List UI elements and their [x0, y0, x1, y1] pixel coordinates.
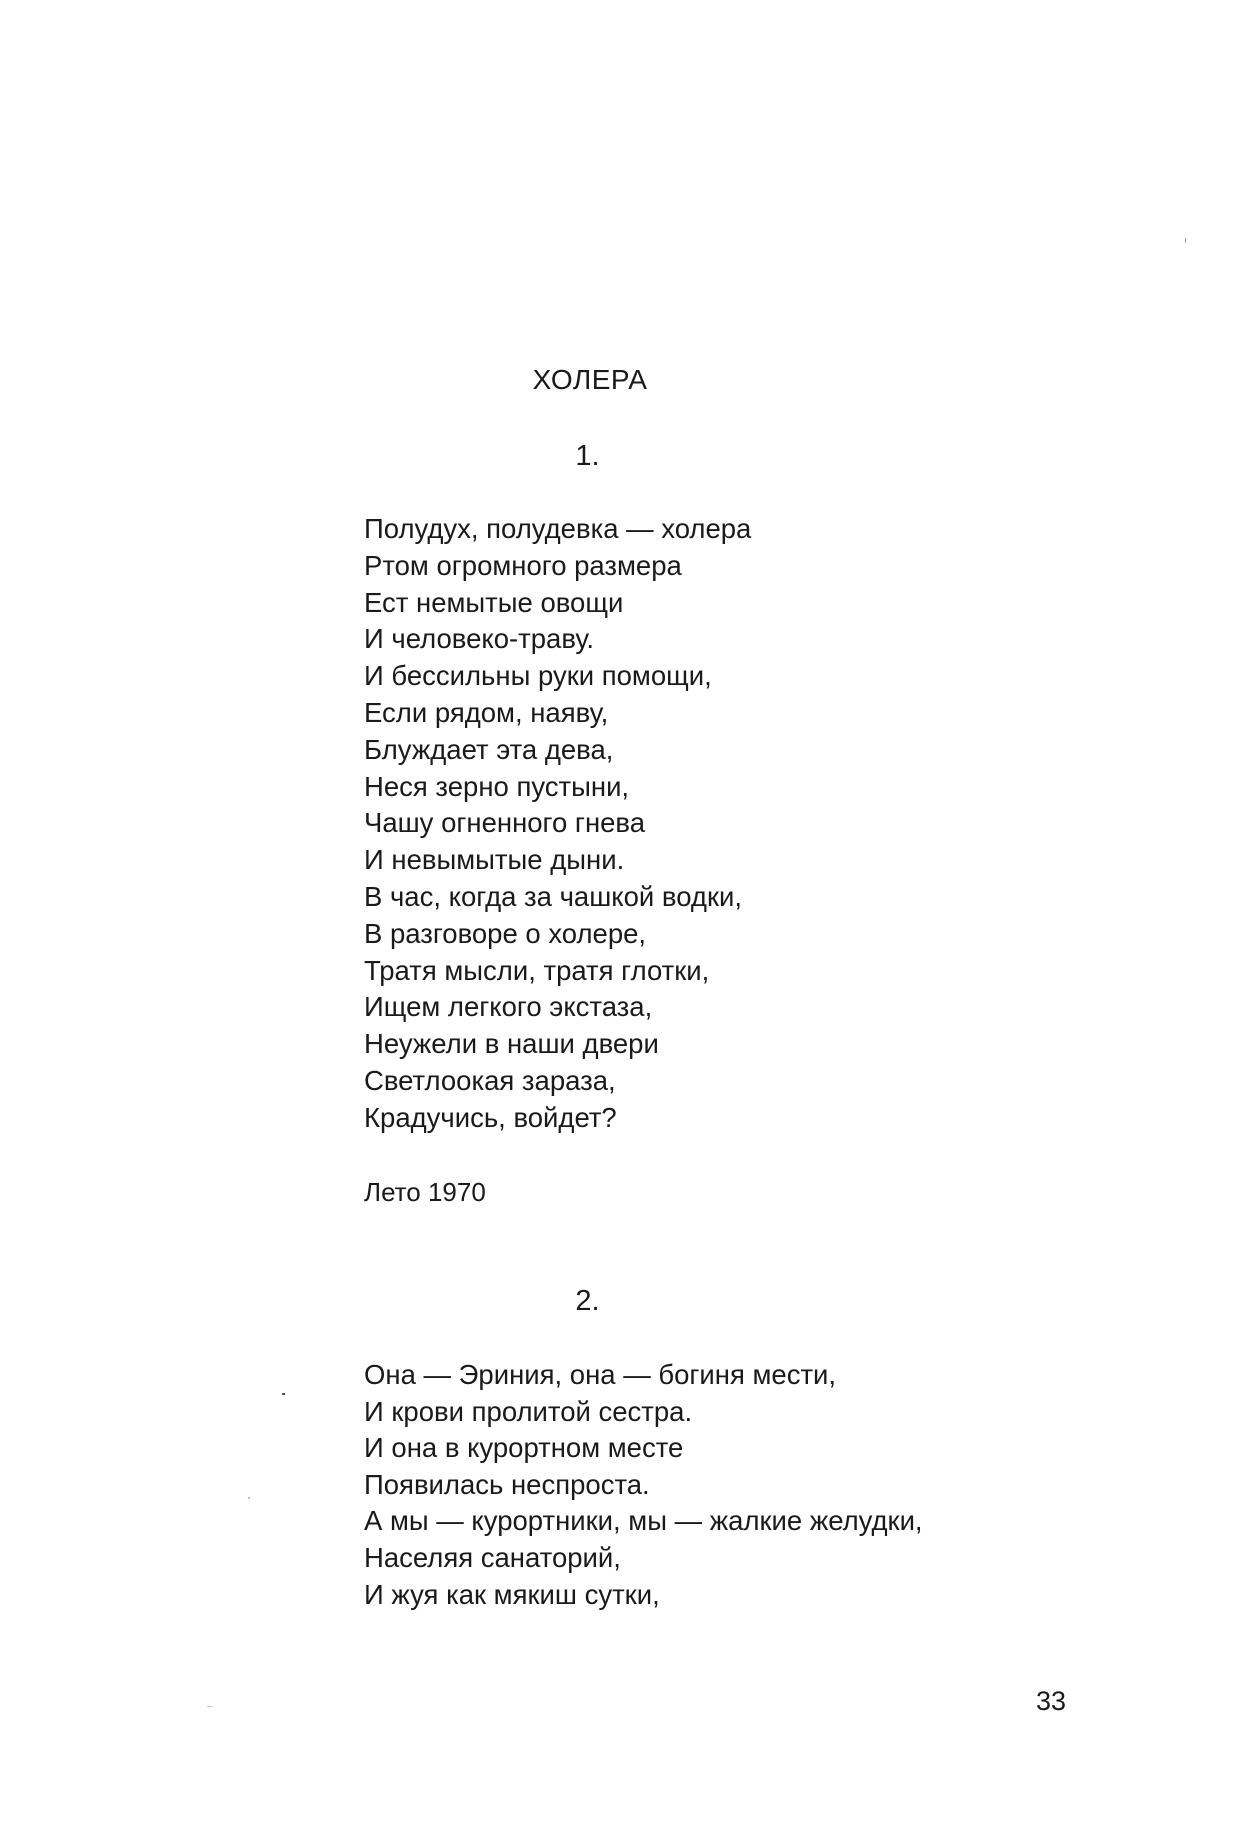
poem-line: Ртом огромного размера [364, 549, 682, 581]
poem-line: И жуя как мякиш сутки, [364, 1578, 660, 1610]
poem-title: ХОЛЕРА [532, 364, 648, 395]
poem-line: В час, когда за чашкой водки, [364, 880, 742, 912]
poem-line: И она в курортном месте [364, 1432, 684, 1464]
poem-line: Светлоокая зараза, [364, 1064, 616, 1096]
poem-date: Лето 1970 [364, 1177, 486, 1207]
poem-line: В разговоре о холере, [364, 917, 647, 949]
scan-speck [1185, 238, 1186, 243]
poem-line: Крадучись, войдет? [364, 1101, 617, 1133]
poem-line: Ест немытые овощи [364, 586, 624, 618]
section-number-1: 1. [575, 440, 600, 472]
poem-line: Полудух, полудевка — холера [364, 513, 752, 544]
section-1-text [364, 511, 751, 1137]
poem-line: Она — Эриния, она — богиня мести, [364, 1359, 837, 1390]
scan-speck [248, 1497, 250, 1499]
poem-line: Если рядом, наяву, [364, 696, 609, 728]
poem-line: Тратя мысли, тратя глотки, [364, 954, 710, 986]
scan-speck [207, 1706, 213, 1707]
poem-line: Ищем легкого экстаза, [364, 991, 653, 1023]
poem-line: И крови пролитой сестра. [364, 1395, 693, 1427]
poem-line: Неужели в наши двери [364, 1028, 659, 1060]
poem-line: И бессильны руки помощи, [364, 660, 712, 692]
poem-line: И человеко-траву. [364, 623, 594, 655]
poem-line: Чашу огненного гнева [364, 807, 646, 839]
poem-line: Неся зерно пустыни, [364, 770, 630, 802]
scan-speck [282, 1393, 285, 1395]
section-number-2: 2. [575, 1285, 600, 1317]
poem-line: А мы — курортники, мы — жалкие желудки, [364, 1505, 923, 1537]
page-number: 33 [1036, 1686, 1067, 1716]
poem-line: Появилась неспроста. [364, 1468, 650, 1500]
poem-line: Блуждает эта дева, [364, 733, 614, 765]
poem-line: И невымытые дыни. [364, 844, 625, 876]
section-2-text [364, 1357, 923, 1613]
poem-line: Населяя санаторий, [364, 1541, 621, 1573]
